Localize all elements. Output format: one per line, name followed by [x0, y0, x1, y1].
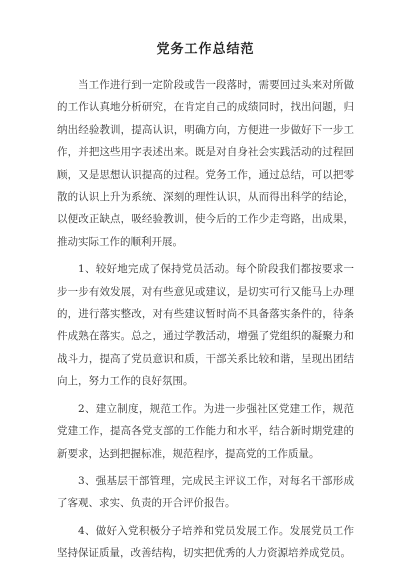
document-title: 党务工作总结范 — [156, 42, 255, 57]
paragraph-item-4: 4、做好入党积极分子培养和党员发展工作。发展党员工作坚持保证质量，改善结构，切实把优秀的人力资源培养成党员。 — [57, 524, 354, 560]
paragraph-item-1: 1、较好地完成了保持党员活动。每个阶段我们都按要求一步一步有效发展，对有些意见或建议，是切实可行又能马上办理的，进行落实整改，对有些建议暂时尚不具备落实条件的，待条件成熟在落实。总之，通过学教活动，增强了党组织的凝聚力和战斗力，提高了党员意识和质，干部关系比较和谐，呈现出团结向上，努力工作的良好氛围。 — [57, 263, 354, 388]
paragraph-intro: 当工作进行到一定阶段或告一段落时，需要回过头来对所做的工作认真地分析研究，在肯定自己的成绩同时，找出问题，归纳出经验教训，提高认识，明确方向，方便进一步做好下一步工作，并把这些用字表述出来。既是对自身社会实践活动的过程回顾，又是思想认识提高的过程。党务工作，通过总结，可以把零散的认识上升为系统、深刻的理性认识，从而得出科学的结论，以便改正缺点，吸经验教训，使今后的工作少走弯路，出成果，推动实际工作的顺利开展。 — [57, 79, 354, 248]
paragraph-item-2: 2、建立制度，规范工作。为进一步强社区党建工作，规范党建工作，提高各党支部的工作能力和水平，结合新时期党建的新要求，达到把握标准，规范程序，提高党的工作质量。 — [57, 402, 354, 460]
paragraph-item-3: 3、强基层干部管理，完成民主评议工作，对每名干部形成了客观、求实、负责的开合评价报告。 — [57, 474, 354, 510]
